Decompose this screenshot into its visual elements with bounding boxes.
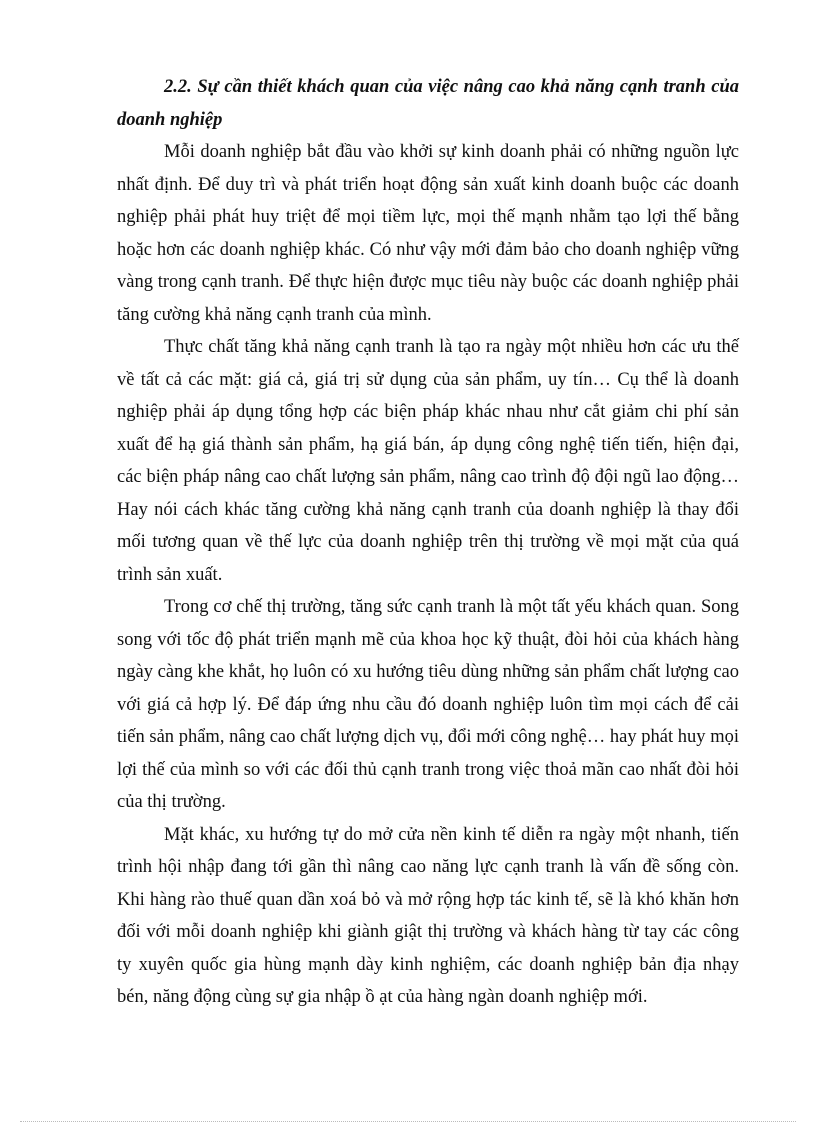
page-bottom-divider bbox=[20, 1121, 796, 1122]
document-body bbox=[117, 71, 739, 1014]
paragraph-2: Thực chất tăng khả năng cạnh tranh là tạo ra ngày một nhiều hơn các ưu thế về tất cả các mặt: giá cả, giá trị sử dụng của sản phẩm, uy tín… Cụ thể là doanh nghiệp phải áp dụng tổng hợp các biện pháp khác nhau như cắt giảm chi phí sản xuất để hạ giá thành sản phẩm, hạ giá bán, áp dụng công nghệ tiến tiến, hiện đại, các biện pháp nâng cao chất lượng sản phẩm, nâng cao trình độ đội ngũ lao động… Hay nói cách khác tăng cường khả năng cạnh tranh của doanh nghiệp là thay đổi mối tương quan về thế lực của doanh nghiệp trên thị trường về mọi mặt của quá trình sản xuất. bbox=[117, 337, 739, 585]
paragraph-1: Mỗi doanh nghiệp bắt đầu vào khởi sự kinh doanh phải có những nguồn lực nhất định. Để duy trì và phát triển hoạt động sản xuất kinh doanh buộc các doanh nghiệp phải phát huy triệt để mọi tiềm lực, mọi thế mạnh nhằm tạo lợi thế bằng hoặc hơn các doanh nghiệp khác. Có như vậy mới đảm bảo cho doanh nghiệp vững vàng trong cạnh tranh. Để thực hiện được mục tiêu này buộc các doanh nghiệp phải tăng cường khả năng cạnh tranh của mình. bbox=[117, 142, 739, 325]
paragraph-3: Trong cơ chế thị trường, tăng sức cạnh tranh là một tất yếu khách quan. Song song với tốc độ phát triển mạnh mẽ của khoa học kỹ thuật, đòi hỏi của khách hàng ngày càng khe khắt, họ luôn có xu hướng tiêu dùng những sản phẩm chất lượng cao với giá cả hợp lý. Để đáp ứng nhu cầu đó doanh nghiệp luôn tìm mọi cách để cải tiến sản phẩm, nâng cao chất lượng dịch vụ, đổi mới công nghệ… hay phát huy mọi lợi thế của mình so với các đối thủ cạnh tranh trong việc thoả mãn cao nhất đòi hỏi của thị trường. bbox=[117, 597, 739, 812]
section-heading: 2.2. Sự cần thiết khách quan của việc nâng cao khả năng cạnh tranh của doanh nghiệp bbox=[117, 77, 739, 130]
paragraph-4: Mặt khác, xu hướng tự do mở cửa nền kinh tế diễn ra ngày một nhanh, tiến trình hội nhập đang tới gần thì nâng cao năng lực cạnh tranh là vấn đề sống còn. Khi hàng rào thuế quan dần xoá bỏ và mở rộng hợp tác kinh tế, sẽ là khó khăn hơn đối với mỗi doanh nghiệp khi giành giật thị trường và khách hàng từ tay các công ty xuyên quốc gia hùng mạnh dày kinh nghiệm, các doanh nghiệp bản địa nhạy bén, năng động cùng sự gia nhập ồ ạt của hàng ngàn doanh nghiệp mới. bbox=[117, 824, 739, 1007]
